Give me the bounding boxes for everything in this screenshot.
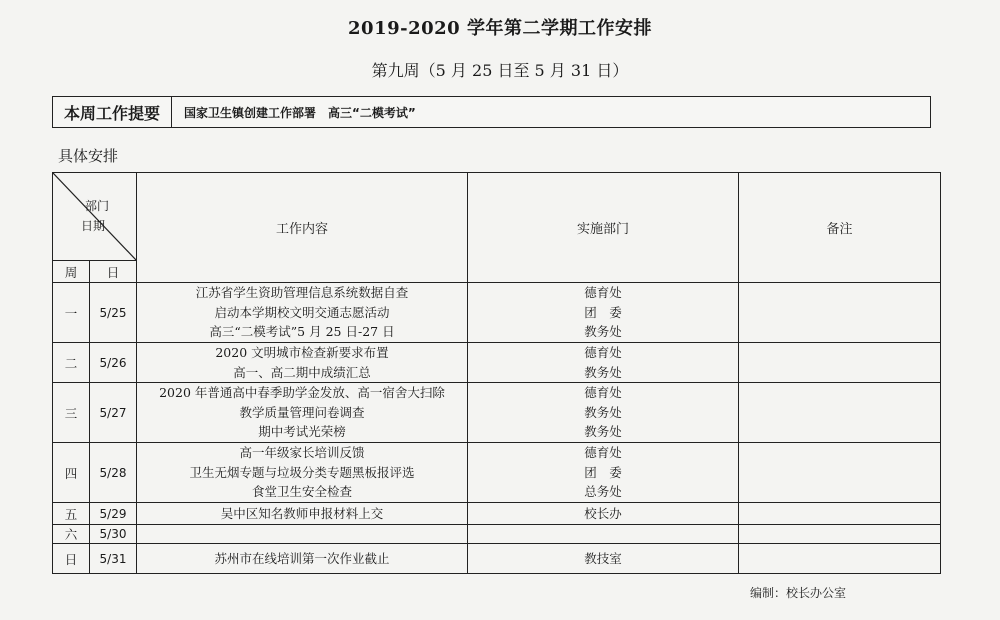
table-row <box>53 343 941 383</box>
dept-cell <box>468 443 739 503</box>
date-cell: 5/27 <box>90 383 137 443</box>
content-item: 高一年级家长培训反馈 <box>239 445 365 461</box>
table-row <box>53 525 941 544</box>
dept-item: 教务处 <box>584 364 622 380</box>
dept-item: 总务处 <box>584 484 622 500</box>
header-day: 日 <box>90 261 137 283</box>
dept-item: 德育处 <box>584 445 622 461</box>
content-item: 江苏省学生资助管理信息系统数据自查 <box>195 285 409 301</box>
date-cell: 5/25 <box>90 283 137 343</box>
week-subtitle: 第九周（5 月 25 日至 5 月 31 日） <box>371 61 629 80</box>
dept-item: 校长办 <box>584 505 622 521</box>
dept-cell <box>468 343 739 383</box>
week-cell: 一 <box>53 283 90 343</box>
content-cell <box>137 343 468 383</box>
date-cell: 5/26 <box>90 343 137 383</box>
dept-item: 教技室 <box>584 550 622 566</box>
dept-item: 教务处 <box>584 324 622 340</box>
dept-cell <box>468 283 739 343</box>
content-item: 高三“二模考试”5 月 25 日-27 日 <box>209 324 395 340</box>
dept-cell <box>468 544 739 574</box>
table-row <box>53 383 941 443</box>
dept-item: 德育处 <box>584 385 622 401</box>
table-row <box>53 283 941 343</box>
summary-content: 国家卫生镇创建工作部署 高三“二模考试” <box>184 105 416 120</box>
week-cell: 三 <box>53 383 90 443</box>
header-row <box>53 173 941 261</box>
week-cell: 六 <box>53 525 90 544</box>
diag-label-dept: 部门 <box>85 199 110 213</box>
content-cell <box>137 283 468 343</box>
weekly-summary-box <box>52 96 931 128</box>
date-cell: 5/29 <box>90 503 137 525</box>
note-cell <box>739 343 941 383</box>
content-item: 启动本学期校文明交通志愿活动 <box>214 304 390 320</box>
header-week: 周 <box>53 261 90 283</box>
dept-cell <box>468 503 739 525</box>
dept-cell <box>468 383 739 443</box>
content-cell <box>137 383 468 443</box>
content-item: 苏州市在线培训第一次作业截止 <box>214 550 390 566</box>
content-item: 吴中区知名教师申报材料上交 <box>220 505 384 521</box>
section-title: 具体安排 <box>58 147 119 165</box>
week-cell: 日 <box>53 544 90 574</box>
content-cell <box>137 544 468 574</box>
diag-label-date: 日期 <box>81 219 106 233</box>
content-item: 2020 文明城市检查新要求布置 <box>215 345 389 360</box>
table-row <box>53 443 941 503</box>
dept-cell <box>468 525 739 544</box>
table-row <box>53 544 941 574</box>
content-item: 教学质量管理问卷调查 <box>239 404 365 420</box>
date-cell: 5/28 <box>90 443 137 503</box>
note-cell <box>739 383 941 443</box>
dept-item: 德育处 <box>584 345 622 360</box>
content-item: 卫生无烟专题与垃圾分类专题黑板报评选 <box>189 464 415 480</box>
note-cell <box>739 443 941 503</box>
header-dept: 实施部门 <box>468 173 739 283</box>
header-content: 工作内容 <box>137 173 468 283</box>
content-cell <box>137 503 468 525</box>
content-item: 食堂卫生安全检查 <box>251 484 352 500</box>
dept-item: 团 委 <box>584 464 622 480</box>
footer-editor: 编制：校长办公室 <box>750 586 847 600</box>
summary-label: 本周工作提要 <box>53 97 172 127</box>
table-row <box>53 503 941 525</box>
content-item: 期中考试光荣榜 <box>258 424 346 440</box>
note-cell <box>739 525 941 544</box>
week-cell: 五 <box>53 503 90 525</box>
week-cell: 四 <box>53 443 90 503</box>
note-cell <box>739 503 941 525</box>
content-item: 高一、高二期中成绩汇总 <box>233 364 371 380</box>
dept-item: 教务处 <box>584 404 622 420</box>
header-note: 备注 <box>739 173 941 283</box>
page-title: 2019-2020 学年第二学期工作安排 <box>348 18 652 39</box>
content-cell <box>137 525 468 544</box>
date-cell: 5/31 <box>90 544 137 574</box>
dept-item: 德育处 <box>584 285 622 301</box>
schedule-table <box>52 172 941 574</box>
note-cell <box>739 544 941 574</box>
note-cell <box>739 283 941 343</box>
date-cell: 5/30 <box>90 525 137 544</box>
dept-item: 团 委 <box>584 304 622 320</box>
week-cell: 二 <box>53 343 90 383</box>
content-cell <box>137 443 468 503</box>
diagonal-header-cell <box>53 173 137 261</box>
dept-item: 教务处 <box>584 424 622 440</box>
content-item: 2020 年普通高中春季助学金发放、高一宿舍大扫除 <box>159 385 445 401</box>
